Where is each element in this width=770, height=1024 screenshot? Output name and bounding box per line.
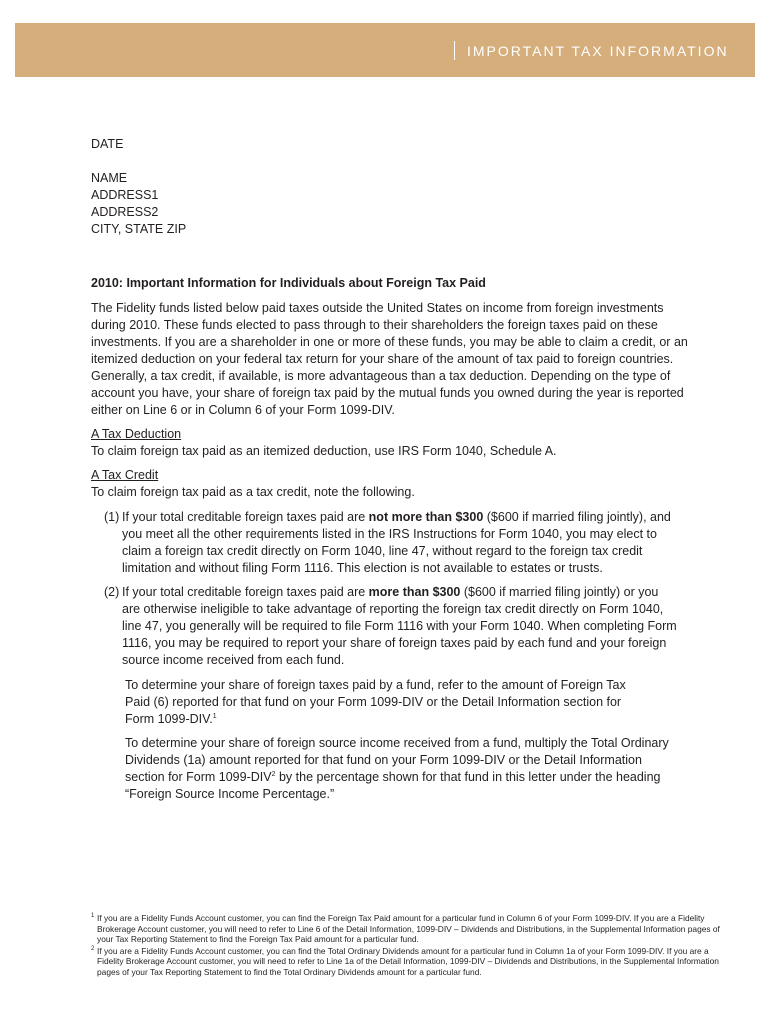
- footnote-1: [91, 913, 721, 945]
- header-band: [15, 23, 755, 77]
- document-heading: 2010: Important Information for Individuals about Foreign Tax Paid: [91, 276, 486, 290]
- address1-line: ADDRESS1: [91, 188, 159, 202]
- city-line: CITY, STATE ZIP: [91, 222, 187, 236]
- item-text: ($600 if married filing jointly) or you are otherwise ineligible to take advantage of reporting the foreign tax credit directly on Form 1040, line 47, you generally will be required to file Form 1116 with your Form 1040. When completing Form 1116, you may be required to report your share of foreign taxes paid by each fund and your foreign source income received from each fund.: [122, 585, 677, 667]
- intro-paragraph: The Fidelity funds listed below paid taxes outside the United States on income from foreign investments during 2010. These funds elected to pass through to their shareholders the foreign taxes paid on these investments. If you are a shareholder in one or more of these funds, you may be able to claim a credit, or an itemized deduction on your federal tax return for your share of the amount of tax paid to foreign countries. Generally, a tax credit, if available, is more advantageous than a tax deduction. Depending on the type of account you have, your share of foreign tax paid by the mutual funds you owned during the year is reported either on Line 6 or in Column 6 of your Form 1099-DIV.: [91, 301, 688, 417]
- header-divider: [454, 41, 455, 60]
- footnote-2: [91, 946, 721, 978]
- item-text: ($600 if married filing jointly), and you meet all the other requirements listed in the IRS Instructions for Form 1040, you may elect to claim a foreign tax credit directly on Form 1040, line 47, without regard to the foreign tax credit limitation and without filing Form 1116. This election is not available to estates or trusts.: [122, 510, 671, 575]
- footnote-ref: 2: [271, 770, 276, 778]
- footnote-text: If you are a Fidelity Funds Account customer, you can find the Foreign Tax Paid amount for a particular fund in Column 6 of your Form 1099-DIV. If you are a Fidelity Brokerage Account customer, you will need to refer to Line 6 of the Detail Information, 1099-DIV – Dividends and Distributions, in the Supplemental Information pages of your Tax Reporting Statement to find the Foreign Tax Paid amount for a particular fund.: [97, 913, 720, 944]
- item-number: (1): [104, 510, 120, 524]
- item-text: If your total creditable foreign taxes paid are: [122, 585, 369, 599]
- credit-item-2: [104, 584, 679, 669]
- foreign-source-income-paragraph: [125, 735, 680, 803]
- header-title: IMPORTANT TAX INFORMATION: [467, 43, 729, 59]
- foreign-tax-paid-paragraph: [125, 677, 640, 728]
- item-body: [104, 584, 679, 669]
- footnote-mark: 2: [91, 945, 95, 952]
- address2-line: ADDRESS2: [91, 205, 159, 219]
- date-line: DATE: [91, 137, 124, 151]
- footnote-mark: 1: [91, 913, 95, 919]
- footnote-ref: 1: [212, 712, 217, 720]
- item-emphasis: not more than $300: [368, 510, 484, 524]
- footnotes: [91, 913, 721, 978]
- paragraph-text: To determine your share of foreign source income received from a fund, multiply the Total Ordinary Dividends (1a) amount reported for that fund on your Form 1099-DIV or the Detail Information section for Form 1099-DIV: [125, 736, 669, 784]
- item-text: If your total creditable foreign taxes paid are: [122, 510, 369, 524]
- item-number: (2): [104, 585, 120, 599]
- tax-credit-text: To claim foreign tax paid as a tax credit, note the following.: [91, 485, 415, 499]
- name-line: NAME: [91, 171, 128, 185]
- paragraph-text: To determine your share of foreign taxes paid by a fund, refer to the amount of Foreign Tax Paid (6) reported for that fund on your Form 1099-DIV or the Detail Information section for Form 1099-DIV.: [125, 678, 626, 726]
- tax-credit-label: A Tax Credit: [91, 468, 159, 482]
- paragraph-text: by the percentage shown for that fund in this letter under the heading “Foreign Source Income Percentage.”: [125, 770, 661, 801]
- footnote-text: If you are a Fidelity Funds Account customer, you can find the Total Ordinary Dividends amount for a particular fund in Column 1a of your Form 1099-DIV. If you are a Fidelity Brokerage Account customer, you will need to refer to Line 1a of the Detail Information, 1099-DIV – Dividends and Distributions, in the Supplemental Information pages of your Tax Reporting Statement to find the Total Ordinary Dividends amount for a particular fund.: [97, 945, 719, 977]
- item-body: [104, 509, 674, 577]
- credit-item-1: [104, 509, 674, 577]
- address-block: [91, 136, 691, 238]
- tax-credit-section: [91, 467, 691, 501]
- tax-deduction-text: To claim foreign tax paid as an itemized deduction, use IRS Form 1040, Schedule A.: [91, 444, 557, 458]
- tax-deduction-label: A Tax Deduction: [91, 427, 182, 441]
- tax-deduction-section: [91, 426, 691, 460]
- item-emphasis: more than $300: [368, 585, 461, 599]
